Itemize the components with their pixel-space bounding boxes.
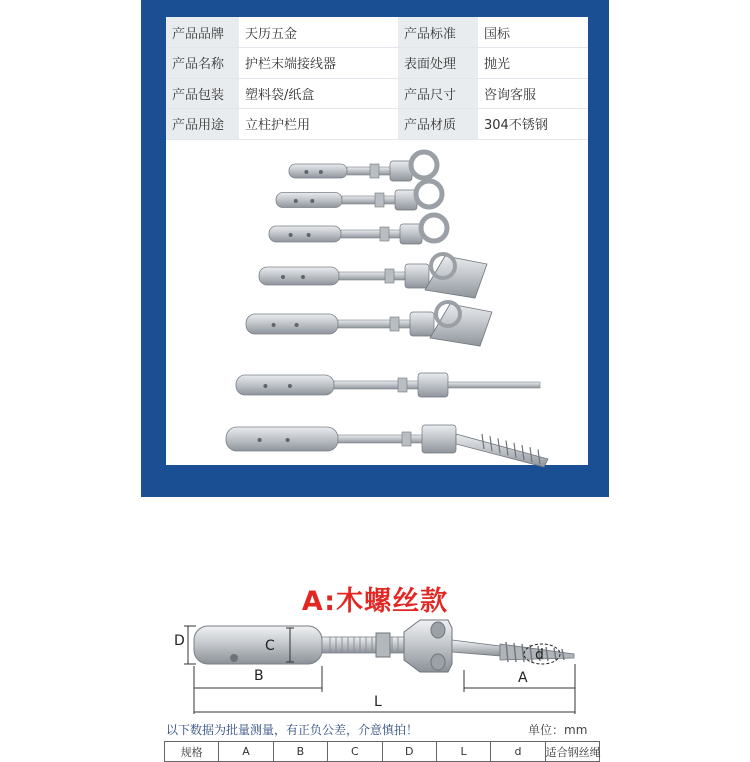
jaw-fork xyxy=(410,312,434,336)
dimension-label-B: B xyxy=(254,668,264,684)
dimension-label-d: d xyxy=(535,647,544,663)
spec-key: 产品包装 xyxy=(166,78,239,109)
wood-screw xyxy=(456,434,548,467)
column-header: 规格 xyxy=(165,742,219,762)
table-row xyxy=(166,78,588,109)
fitting-body xyxy=(289,164,347,178)
spec-value: 塑料袋/纸盒 xyxy=(239,78,398,109)
column-header: C xyxy=(328,742,382,762)
spec-table xyxy=(166,17,588,140)
product-photo xyxy=(166,139,588,465)
fitting-hole xyxy=(319,170,323,174)
dimension-label-D: D xyxy=(174,633,185,649)
spec-value: 立柱护栏用 xyxy=(239,109,398,140)
threaded-rod xyxy=(339,272,411,280)
eye-bolt xyxy=(411,152,437,178)
fitting-hole xyxy=(286,438,290,442)
spec-value: 国标 xyxy=(478,17,588,48)
fitting-body xyxy=(276,193,342,208)
fitting-body xyxy=(236,375,334,395)
fitting-body xyxy=(226,427,338,451)
column-header: A xyxy=(219,742,273,762)
threaded-rod xyxy=(342,196,401,204)
dimension-label-L: L xyxy=(374,694,382,710)
spec-key: 产品材质 xyxy=(398,109,478,140)
fitting-hole xyxy=(307,233,311,237)
spec-key: 产品品牌 xyxy=(166,17,239,48)
dimension-label-A: A xyxy=(518,670,528,686)
product-card xyxy=(166,17,588,465)
fitting-body xyxy=(259,267,339,285)
hex-nut xyxy=(398,378,407,392)
spec-key: 表面处理 xyxy=(398,48,478,79)
spec-key: 产品用途 xyxy=(166,109,239,140)
jaw-fork xyxy=(418,373,448,397)
threaded-rod xyxy=(341,230,406,238)
hex-nut xyxy=(402,432,411,446)
fitting-hole xyxy=(301,275,305,279)
fitting-hole xyxy=(263,384,267,388)
eye-bolt xyxy=(421,215,447,241)
hex-nut xyxy=(370,164,379,178)
fitting-hole xyxy=(289,233,293,237)
table-row xyxy=(166,109,588,140)
fitting-hole xyxy=(281,275,285,279)
fitting-hole xyxy=(294,199,298,203)
swage-rod xyxy=(448,382,540,388)
fitting-hole xyxy=(310,199,314,203)
threaded-rod xyxy=(334,381,424,389)
spec-value: 天历五金 xyxy=(239,17,398,48)
table-row xyxy=(166,17,588,48)
fitting-hole xyxy=(258,438,262,442)
hex-nut xyxy=(380,227,389,241)
table-row xyxy=(166,48,588,79)
table-header-row xyxy=(165,742,600,762)
fitting-hole xyxy=(304,170,308,174)
hex-nut xyxy=(385,269,394,283)
column-header: B xyxy=(273,742,327,762)
product-panel xyxy=(141,0,609,497)
spec-value: 咨询客服 xyxy=(478,78,588,109)
diagram-title: A:木螺丝款 xyxy=(301,586,449,617)
fitting-body xyxy=(269,226,341,242)
column-header: L xyxy=(436,742,490,762)
spec-value: 抛光 xyxy=(478,48,588,79)
fitting-body xyxy=(246,314,338,334)
jaw-fork xyxy=(422,425,456,453)
threaded-rod xyxy=(338,320,416,328)
hex-nut xyxy=(375,193,384,207)
spec-value: 护栏末端接线器 xyxy=(239,48,398,79)
jaw-fork xyxy=(405,264,429,288)
threaded-rod xyxy=(338,435,428,443)
column-header: 适合钢丝绳 xyxy=(545,742,599,762)
spec-key: 产品尺寸 xyxy=(398,78,478,109)
spec-value: 304不锈钢 xyxy=(478,109,588,140)
unit-note: 单位：mm xyxy=(528,723,588,737)
fitting-hole xyxy=(288,384,292,388)
fitting-hole xyxy=(272,323,276,327)
size-table xyxy=(164,741,600,762)
column-header: d xyxy=(491,742,545,762)
spec-key: 产品标准 xyxy=(398,17,478,48)
turnbuckle-group xyxy=(226,152,548,467)
spec-key: 产品名称 xyxy=(166,48,239,79)
fitting-hole xyxy=(295,323,299,327)
dimension-label-C: C xyxy=(265,638,275,654)
column-header: D xyxy=(382,742,436,762)
hex-nut xyxy=(390,317,399,331)
eye-bolt xyxy=(416,181,442,207)
measurement-note: 以下数据为批量测量，有正负公差，介意慎拍！ xyxy=(166,723,419,737)
